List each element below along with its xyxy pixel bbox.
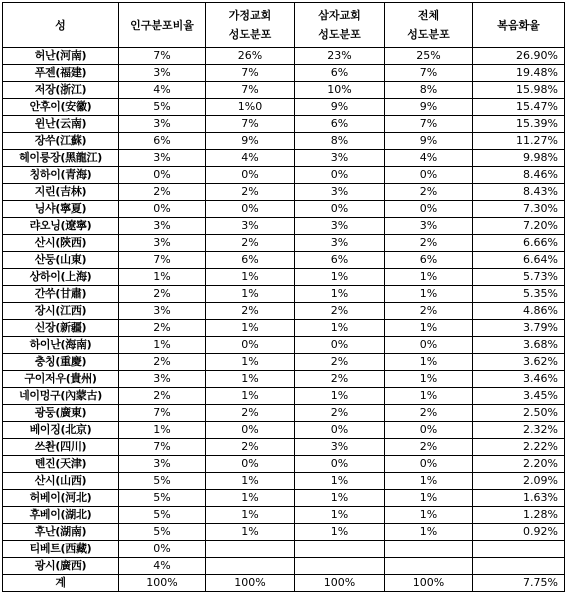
cell-evangelization-rate: 11.27% <box>473 133 565 150</box>
cell-three-self-church-share: 1% <box>295 388 385 405</box>
cell-province: 윈난(云南) <box>3 116 119 133</box>
cell-province: 티베트(西藏) <box>3 541 119 558</box>
cell-province: 네이멍구(內蒙古) <box>3 388 119 405</box>
cell-evangelization-rate: 2.20% <box>473 456 565 473</box>
cell-house-church-share: 26% <box>206 48 295 65</box>
table-row <box>3 507 565 524</box>
cell-total-share: 4% <box>385 150 473 167</box>
cell-house-church-share: 4% <box>206 150 295 167</box>
cell-evangelization-rate: 6.64% <box>473 252 565 269</box>
table-row <box>3 116 565 133</box>
cell-total-share: 1% <box>385 524 473 541</box>
cell-population-ratio: 1% <box>119 422 206 439</box>
cell-population-ratio: 2% <box>119 388 206 405</box>
cell-house-church-share: 0% <box>206 337 295 354</box>
cell-total-share <box>385 541 473 558</box>
table-row <box>3 133 565 150</box>
table-row <box>3 388 565 405</box>
cell-population-ratio: 4% <box>119 558 206 575</box>
cell-house-church-share: 0% <box>206 456 295 473</box>
cell-province: 닝샤(寧夏) <box>3 201 119 218</box>
cell-total-share: 1% <box>385 354 473 371</box>
cell-evangelization-rate: 0.92% <box>473 524 565 541</box>
cell-evangelization-rate: 8.43% <box>473 184 565 201</box>
cell-total-share: 100% <box>385 575 473 592</box>
table-row <box>3 48 565 65</box>
cell-three-self-church-share: 1% <box>295 269 385 286</box>
table-row <box>3 167 565 184</box>
cell-house-church-share: 2% <box>206 405 295 422</box>
table-row <box>3 456 565 473</box>
cell-three-self-church-share: 3% <box>295 439 385 456</box>
cell-province: 구이저우(貴州) <box>3 371 119 388</box>
cell-population-ratio: 3% <box>119 65 206 82</box>
table-row <box>3 524 565 541</box>
cell-total-share: 2% <box>385 405 473 422</box>
cell-evangelization-rate: 1.63% <box>473 490 565 507</box>
cell-three-self-church-share <box>295 558 385 575</box>
cell-house-church-share: 1% <box>206 354 295 371</box>
table-row <box>3 490 565 507</box>
cell-total-share: 6% <box>385 252 473 269</box>
cell-population-ratio: 0% <box>119 167 206 184</box>
cell-three-self-church-share: 0% <box>295 167 385 184</box>
cell-province: 베이징(北京) <box>3 422 119 439</box>
cell-three-self-church-share: 1% <box>295 320 385 337</box>
cell-evangelization-rate: 19.48% <box>473 65 565 82</box>
cell-total-share: 0% <box>385 201 473 218</box>
cell-three-self-church-share: 3% <box>295 184 385 201</box>
table-row <box>3 82 565 99</box>
cell-three-self-church-share: 6% <box>295 65 385 82</box>
cell-house-church-share: 1% <box>206 473 295 490</box>
cell-three-self-church-share <box>295 541 385 558</box>
cell-total-share: 2% <box>385 235 473 252</box>
cell-three-self-church-share: 0% <box>295 337 385 354</box>
table-row <box>3 541 565 558</box>
cell-evangelization-rate: 5.73% <box>473 269 565 286</box>
header-row <box>3 3 565 48</box>
table-row <box>3 405 565 422</box>
cell-province: 헤이룽장(黑龍江) <box>3 150 119 167</box>
cell-total-share: 25% <box>385 48 473 65</box>
cell-house-church-share: 1% <box>206 490 295 507</box>
header-province: 성 <box>3 3 119 48</box>
cell-total-share: 1% <box>385 473 473 490</box>
cell-house-church-share: 1% <box>206 388 295 405</box>
header-three-self-church-share: 삼자교회 성도분포 <box>295 3 385 48</box>
cell-province: 광시(廣西) <box>3 558 119 575</box>
cell-three-self-church-share: 6% <box>295 116 385 133</box>
cell-province: 신장(新疆) <box>3 320 119 337</box>
evangelization-table <box>2 2 565 592</box>
cell-three-self-church-share: 8% <box>295 133 385 150</box>
cell-house-church-share: 0% <box>206 201 295 218</box>
cell-province: 하이난(海南) <box>3 337 119 354</box>
cell-house-church-share: 7% <box>206 116 295 133</box>
cell-evangelization-rate: 4.86% <box>473 303 565 320</box>
cell-population-ratio: 3% <box>119 456 206 473</box>
cell-house-church-share: 2% <box>206 303 295 320</box>
cell-evangelization-rate: 2.50% <box>473 405 565 422</box>
cell-population-ratio: 5% <box>119 490 206 507</box>
cell-province: 후베이(湖北) <box>3 507 119 524</box>
cell-house-church-share: 7% <box>206 65 295 82</box>
table-row <box>3 303 565 320</box>
cell-population-ratio: 0% <box>119 201 206 218</box>
cell-total-share: 3% <box>385 218 473 235</box>
cell-population-ratio: 100% <box>119 575 206 592</box>
cell-province: 랴오닝(遼寧) <box>3 218 119 235</box>
cell-house-church-share: 6% <box>206 252 295 269</box>
cell-province: 허베이(河北) <box>3 490 119 507</box>
cell-evangelization-rate: 26.90% <box>473 48 565 65</box>
cell-evangelization-rate: 8.46% <box>473 167 565 184</box>
cell-population-ratio: 7% <box>119 439 206 456</box>
cell-evangelization-rate: 5.35% <box>473 286 565 303</box>
cell-province: 후난(湖南) <box>3 524 119 541</box>
table-row <box>3 473 565 490</box>
cell-population-ratio: 5% <box>119 507 206 524</box>
cell-province: 푸젠(福建) <box>3 65 119 82</box>
cell-population-ratio: 7% <box>119 252 206 269</box>
cell-province: 지린(吉林) <box>3 184 119 201</box>
table-row <box>3 218 565 235</box>
cell-evangelization-rate: 3.46% <box>473 371 565 388</box>
cell-house-church-share: 1% <box>206 371 295 388</box>
cell-population-ratio: 4% <box>119 82 206 99</box>
cell-province: 충칭(重慶) <box>3 354 119 371</box>
cell-evangelization-rate: 1.28% <box>473 507 565 524</box>
cell-province: 허난(河南) <box>3 48 119 65</box>
cell-population-ratio: 3% <box>119 150 206 167</box>
cell-evangelization-rate <box>473 558 565 575</box>
table-row <box>3 269 565 286</box>
cell-three-self-church-share: 100% <box>295 575 385 592</box>
table-row <box>3 201 565 218</box>
cell-three-self-church-share: 6% <box>295 252 385 269</box>
cell-population-ratio: 1% <box>119 269 206 286</box>
cell-house-church-share: 2% <box>206 184 295 201</box>
table-row <box>3 320 565 337</box>
table-row <box>3 150 565 167</box>
cell-three-self-church-share: 0% <box>295 201 385 218</box>
cell-total-share <box>385 558 473 575</box>
cell-province: 산시(山西) <box>3 473 119 490</box>
cell-house-church-share <box>206 541 295 558</box>
cell-population-ratio: 1% <box>119 337 206 354</box>
cell-total-share: 2% <box>385 303 473 320</box>
cell-house-church-share: 100% <box>206 575 295 592</box>
cell-province: 쓰촨(四川) <box>3 439 119 456</box>
cell-total-share: 7% <box>385 65 473 82</box>
cell-population-ratio: 6% <box>119 133 206 150</box>
total-row <box>3 575 565 592</box>
cell-province: 톈진(天津) <box>3 456 119 473</box>
cell-province: 안후이(安徽) <box>3 99 119 116</box>
cell-province: 상하이(上海) <box>3 269 119 286</box>
header-total-share: 전체 성도분포 <box>385 3 473 48</box>
cell-house-church-share: 2% <box>206 439 295 456</box>
header-population-ratio: 인구분포비율 <box>119 3 206 48</box>
cell-province: 장시(江西) <box>3 303 119 320</box>
cell-total-share: 0% <box>385 337 473 354</box>
header-evangelization-rate: 복음화율 <box>473 3 565 48</box>
cell-total-share: 2% <box>385 184 473 201</box>
cell-evangelization-rate: 15.98% <box>473 82 565 99</box>
cell-house-church-share: 3% <box>206 218 295 235</box>
cell-population-ratio: 7% <box>119 48 206 65</box>
cell-total-share: 1% <box>385 507 473 524</box>
cell-population-ratio: 2% <box>119 286 206 303</box>
cell-province: 산시(陝西) <box>3 235 119 252</box>
cell-total-share: 1% <box>385 286 473 303</box>
cell-three-self-church-share: 3% <box>295 235 385 252</box>
cell-population-ratio: 3% <box>119 371 206 388</box>
table-row <box>3 439 565 456</box>
cell-total-share: 7% <box>385 116 473 133</box>
cell-house-church-share: 1%0 <box>206 99 295 116</box>
cell-evangelization-rate: 7.20% <box>473 218 565 235</box>
cell-house-church-share <box>206 558 295 575</box>
cell-population-ratio: 5% <box>119 99 206 116</box>
cell-three-self-church-share: 2% <box>295 354 385 371</box>
cell-three-self-church-share: 1% <box>295 473 385 490</box>
cell-evangelization-rate: 2.32% <box>473 422 565 439</box>
cell-evangelization-rate: 6.66% <box>473 235 565 252</box>
cell-population-ratio: 3% <box>119 116 206 133</box>
cell-three-self-church-share: 0% <box>295 456 385 473</box>
cell-three-self-church-share: 1% <box>295 524 385 541</box>
cell-evangelization-rate <box>473 541 565 558</box>
cell-house-church-share: 1% <box>206 524 295 541</box>
cell-three-self-church-share: 2% <box>295 303 385 320</box>
cell-house-church-share: 2% <box>206 235 295 252</box>
cell-three-self-church-share: 2% <box>295 371 385 388</box>
cell-province: 간쑤(甘肅) <box>3 286 119 303</box>
cell-population-ratio: 2% <box>119 320 206 337</box>
cell-evangelization-rate: 7.30% <box>473 201 565 218</box>
cell-total-share: 1% <box>385 371 473 388</box>
cell-house-church-share: 9% <box>206 133 295 150</box>
cell-evangelization-rate: 3.68% <box>473 337 565 354</box>
cell-total-share: 1% <box>385 269 473 286</box>
table-row <box>3 371 565 388</box>
cell-population-ratio: 2% <box>119 184 206 201</box>
cell-population-ratio: 2% <box>119 354 206 371</box>
cell-house-church-share: 1% <box>206 269 295 286</box>
cell-three-self-church-share: 2% <box>295 405 385 422</box>
cell-province: 저장(浙江) <box>3 82 119 99</box>
cell-population-ratio: 0% <box>119 541 206 558</box>
cell-house-church-share: 0% <box>206 422 295 439</box>
cell-evangelization-rate: 3.62% <box>473 354 565 371</box>
cell-evangelization-rate: 7.75% <box>473 575 565 592</box>
cell-total-share: 1% <box>385 490 473 507</box>
cell-total-share: 9% <box>385 133 473 150</box>
cell-total-share: 1% <box>385 388 473 405</box>
cell-province: 장쑤(江蘇) <box>3 133 119 150</box>
cell-three-self-church-share: 23% <box>295 48 385 65</box>
cell-three-self-church-share: 1% <box>295 490 385 507</box>
cell-province: 산둥(山東) <box>3 252 119 269</box>
cell-three-self-church-share: 3% <box>295 150 385 167</box>
cell-province: 광둥(廣東) <box>3 405 119 422</box>
cell-population-ratio: 5% <box>119 524 206 541</box>
cell-three-self-church-share: 3% <box>295 218 385 235</box>
cell-house-church-share: 1% <box>206 286 295 303</box>
cell-population-ratio: 3% <box>119 218 206 235</box>
cell-evangelization-rate: 9.98% <box>473 150 565 167</box>
table-row <box>3 354 565 371</box>
cell-province: 계 <box>3 575 119 592</box>
cell-total-share: 2% <box>385 439 473 456</box>
table-row <box>3 252 565 269</box>
cell-total-share: 1% <box>385 320 473 337</box>
cell-total-share: 0% <box>385 456 473 473</box>
cell-house-church-share: 7% <box>206 82 295 99</box>
table-row <box>3 286 565 303</box>
cell-population-ratio: 3% <box>119 303 206 320</box>
table-row <box>3 337 565 354</box>
cell-house-church-share: 1% <box>206 320 295 337</box>
header-house-church-share: 가정교회 성도분포 <box>206 3 295 48</box>
cell-evangelization-rate: 3.79% <box>473 320 565 337</box>
cell-evangelization-rate: 3.45% <box>473 388 565 405</box>
cell-evangelization-rate: 15.39% <box>473 116 565 133</box>
table-row <box>3 235 565 252</box>
cell-three-self-church-share: 10% <box>295 82 385 99</box>
cell-population-ratio: 3% <box>119 235 206 252</box>
cell-population-ratio: 5% <box>119 473 206 490</box>
cell-population-ratio: 7% <box>119 405 206 422</box>
cell-evangelization-rate: 2.22% <box>473 439 565 456</box>
cell-province: 칭하이(青海) <box>3 167 119 184</box>
table-row <box>3 558 565 575</box>
cell-three-self-church-share: 1% <box>295 507 385 524</box>
cell-total-share: 9% <box>385 99 473 116</box>
cell-house-church-share: 1% <box>206 507 295 524</box>
cell-three-self-church-share: 1% <box>295 286 385 303</box>
cell-three-self-church-share: 0% <box>295 422 385 439</box>
cell-total-share: 0% <box>385 167 473 184</box>
table-row <box>3 99 565 116</box>
cell-total-share: 0% <box>385 422 473 439</box>
table-row <box>3 184 565 201</box>
cell-evangelization-rate: 15.47% <box>473 99 565 116</box>
cell-evangelization-rate: 2.09% <box>473 473 565 490</box>
table-row <box>3 65 565 82</box>
cell-total-share: 8% <box>385 82 473 99</box>
table-row <box>3 422 565 439</box>
cell-house-church-share: 0% <box>206 167 295 184</box>
cell-three-self-church-share: 9% <box>295 99 385 116</box>
